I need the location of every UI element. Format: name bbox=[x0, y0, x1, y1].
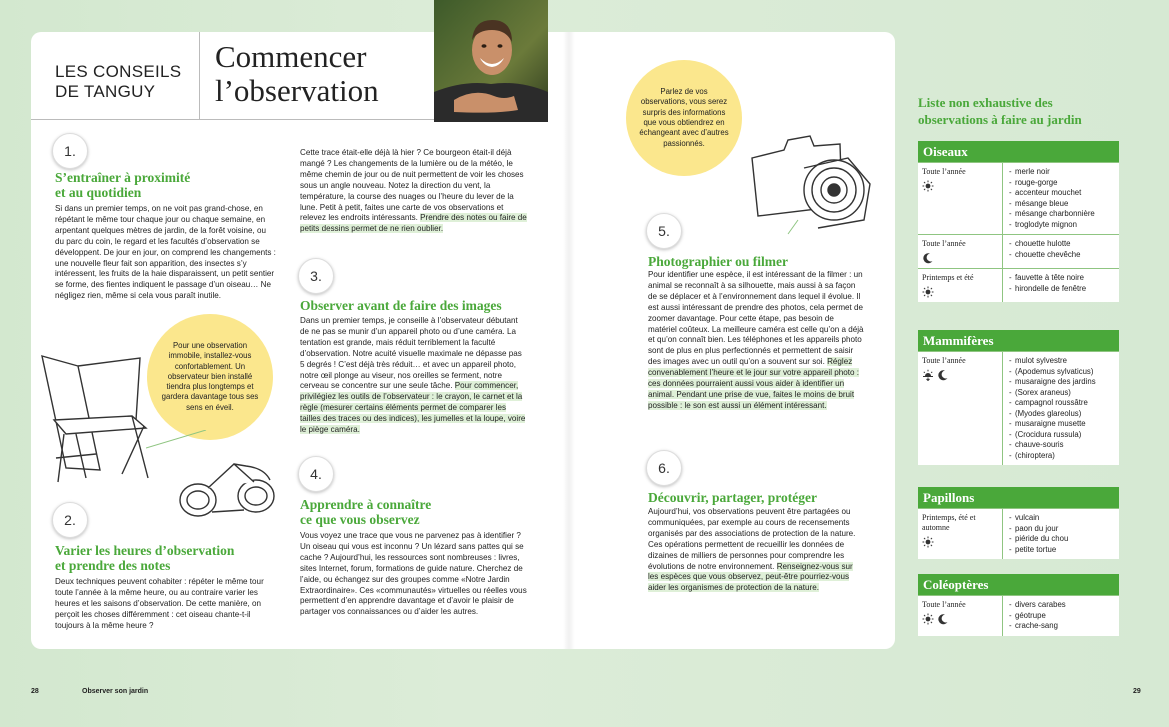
species-item: - rouge-gorge bbox=[1009, 178, 1113, 189]
species-item: - géotrupe bbox=[1009, 611, 1113, 622]
period-label: Toute l’année bbox=[922, 356, 966, 365]
species-item: - (Crocidura russula) bbox=[1009, 430, 1113, 441]
section-3-highlight: Pour commencer, privilégiez les outils de l’observateur : le crayon, le carnet et la règle (mesurer certains éléments permet de comparer les tailles des traces ou des indices), les jumelles et la loupe, voire le piège caméra. bbox=[300, 381, 526, 435]
section-2-title bbox=[55, 543, 234, 573]
section-2-body: Deux techniques peuvent cohabiter : répéter le même tour toute l’année à la même heure, ou au contraire varier les heures et les saisons d’observation. De cette manière, on perçoit les choses différemment : cet oiseau chante-t-il toujours à la même heure ? bbox=[55, 577, 264, 630]
period-cell bbox=[918, 352, 1003, 465]
chair-illustration bbox=[36, 350, 156, 490]
author-portrait bbox=[434, 0, 548, 122]
page-title-line-1: Commencer bbox=[215, 39, 367, 74]
section-number-6: 6. bbox=[646, 450, 682, 486]
section-5-title: Photographier ou filmer bbox=[648, 254, 788, 269]
species-item: - musaraigne musette bbox=[1009, 419, 1113, 430]
species-item: - chouette hulotte bbox=[1009, 239, 1113, 250]
sunset-icon bbox=[922, 369, 934, 381]
section-1-title-line-1: S’entraîner à proximité bbox=[55, 170, 191, 185]
category-row bbox=[918, 351, 1119, 465]
period-cell bbox=[918, 235, 1003, 268]
binoculars-illustration bbox=[174, 450, 286, 532]
section-number-5: 5. bbox=[646, 213, 682, 249]
section-4-title-line-1: Apprendre à connaître bbox=[300, 497, 432, 512]
section-4-title-line-2: ce que vous observez bbox=[300, 512, 420, 527]
period-label: Toute l’année bbox=[922, 167, 966, 176]
section-2-title-line-2: et prendre des notes bbox=[55, 558, 171, 573]
category-header: Coléoptères bbox=[918, 574, 1119, 595]
category-row bbox=[918, 595, 1119, 636]
section-2-continuation bbox=[300, 148, 528, 235]
species-item: - chouette chevêche bbox=[1009, 250, 1113, 261]
section-5-body-text: Pour identifier une espèce, il est intéressant de la filmer : un animal se reconnaît à sa silhouette, mais aussi à sa façon de se déplacer et à l’environnement dans lequel il évolue. Il est aussi intéressant de prendre des photos, cela permet de zoomer davantage. Pour cette étape, pas besoin de matériel coûteux. La meilleure caméra est celle qu’on a déjà et qu’on connaît bien. Les téléphones et les appareils photo sont de plus en plus perfectionnés et permettent de saisir des images avec un outil qu’on a souvent sur soi. bbox=[648, 270, 864, 367]
period-cell bbox=[918, 509, 1003, 559]
category-row bbox=[918, 234, 1119, 268]
bubble-pointer-line bbox=[146, 430, 216, 450]
page-number-left: 28 bbox=[31, 688, 39, 695]
category-row bbox=[918, 268, 1119, 302]
period-cell bbox=[918, 163, 1003, 234]
section-1-title bbox=[55, 170, 190, 200]
section-2-continuation-text: Cette trace était-elle déjà là hier ? Ce bourgeon était-il déjà mangé ? Les changements de la lumière ou de la météo, le même chemin de jour ou de nuit permettent de voir les choses sous un angle nouveau. Notez la direction du vent, la température, la course des nuages ou l’heure du lever de la lune. Petit à petit, faites une carte de vos observations et relevez les endroits intéressants. bbox=[300, 148, 524, 223]
section-3-body-text: Dans un premier temps, je conseille à l’observateur débutant de ne pas se munir d’un appareil photo ou d’une caméra. La tentation est grande, mais réduit terriblement la faculté d’observation. Notre acuité visuelle maximale ne dépasse pas 5 degrés ! C’est déjà très réduit… et avec un appareil photo, notre œil plonge au viseur, nos oreilles se ferment, notre cerveau se concentre sur une seule tâche. bbox=[300, 316, 522, 391]
sun-icon bbox=[922, 613, 934, 625]
species-cell bbox=[1003, 352, 1119, 465]
section-number-2: 2. bbox=[52, 502, 88, 538]
tip-bubble-camera: Parlez de vos observations, vous serez surpris des informations que vous obtiendrez en échangeant avec d’autres passionnés. bbox=[626, 60, 742, 176]
species-item: - (Sorex araneus) bbox=[1009, 388, 1113, 399]
species-item: - vulcain bbox=[1009, 513, 1113, 524]
section-number-3: 3. bbox=[298, 258, 334, 294]
section-number-4: 4. bbox=[298, 456, 334, 492]
species-item: - merle noir bbox=[1009, 167, 1113, 178]
period-cell bbox=[918, 269, 1003, 302]
section-2-highlight: Prendre des notes ou faire de petits dessins permet de ne rien oublier. bbox=[300, 213, 527, 234]
moon-icon bbox=[937, 613, 949, 625]
species-item: - (chiroptera) bbox=[1009, 451, 1113, 462]
species-item: - divers carabes bbox=[1009, 600, 1113, 611]
period-label: Toute l’année bbox=[922, 600, 966, 609]
sun-icon bbox=[922, 180, 934, 192]
sun-icon bbox=[922, 536, 934, 548]
species-cell bbox=[1003, 163, 1119, 234]
header-divider-horizontal bbox=[31, 119, 434, 120]
species-item: - mésange bleue bbox=[1009, 199, 1113, 210]
period-label: Printemps, été et automne bbox=[922, 513, 976, 532]
section-4-title bbox=[300, 497, 431, 527]
period-label: Printemps et été bbox=[922, 273, 974, 282]
species-item: - piéride du chou bbox=[1009, 534, 1113, 545]
species-cell bbox=[1003, 235, 1119, 268]
period-cell bbox=[918, 596, 1003, 636]
section-1-body: Si dans un premier temps, on ne voit pas grand-chose, en répétant le même tour chaque jour ou chaque semaine, en arpentant quelques mètres de jardin, de la forêt voisine, ou du parc du coin, le regard et les facultés d’observation se développent. De jour en jour, on comprend les changements : une nouvelle fleur fait son apparition, des insectes s’y intéressent, les fruits de la haie disparaissent, un petit sentier se forme, des fientes indiquent le passage d’un oiseau… Ne négligez rien, même si cela vous paraît inutile. bbox=[55, 204, 276, 301]
category-row bbox=[918, 162, 1119, 234]
species-item: - chauve-souris bbox=[1009, 440, 1113, 451]
page-number-right: 29 bbox=[1133, 688, 1141, 695]
category-coleopteres bbox=[918, 574, 1119, 636]
conseils-line-1: LES CONSEILS bbox=[55, 62, 182, 81]
species-item: - hirondelle de fenêtre bbox=[1009, 284, 1113, 295]
section-4-body: Vous voyez une trace que vous ne parvenez pas à identifier ? Un oiseau qui vous est inconnu ? Un lézard sans pattes qui se cache ? Aujourd’hui, les ressources sont nombreuses : livres, sites Internet, forum, formations de guide nature. Cherchez de l’aide, ou échangez sur des groupes comme «Notre Jardin Extraordinaire». Ces «communautés» virtuelles ou réelles vous permettent d’en apprendre davantage et d’avoir le plaisir de partager vos connaissances ou d’aider les autres. bbox=[300, 531, 527, 617]
period-label: Toute l’année bbox=[922, 239, 966, 248]
category-header: Oiseaux bbox=[918, 141, 1119, 162]
moon-icon bbox=[922, 252, 934, 264]
species-item: - musaraigne des jardins bbox=[1009, 377, 1113, 388]
page-gutter bbox=[563, 32, 575, 649]
species-item: - crache-sang bbox=[1009, 621, 1113, 632]
section-6-body-text: Aujourd’hui, vos observations peuvent être partagées ou communiquées, par exemple au cours de recensements organisés par des associations de protection de la nature. Ces opérations permettent de recueillir les données de dizaines de milliers de personnes pour comprendre les évolutions de notre environnement. bbox=[648, 507, 856, 571]
species-item: - accenteur mouchet bbox=[1009, 188, 1113, 199]
sun-icon bbox=[922, 286, 934, 298]
page-title-line-2: l’observation bbox=[215, 73, 379, 108]
category-papillons bbox=[918, 487, 1119, 559]
moon-icon bbox=[937, 369, 949, 381]
section-5-body bbox=[648, 270, 864, 412]
species-cell bbox=[1003, 269, 1119, 302]
section-6-highlight: Renseignez-vous sur les espèces que vous observez, peut-être pourriez-vous aider les organismes de protection de la nature. bbox=[648, 561, 853, 593]
species-item: - paon du jour bbox=[1009, 524, 1113, 535]
section-3-body bbox=[300, 316, 528, 436]
category-header: Mammifères bbox=[918, 330, 1119, 351]
conseils-label bbox=[55, 62, 181, 102]
tip-bubble-chair: Pour une observation immobile, installez-vous confortablement. Un observateur bien installé tiendra plus longtemps et gardera davantage tous ses sens en éveil. bbox=[147, 314, 273, 440]
section-3-title: Observer avant de faire des images bbox=[300, 298, 502, 313]
species-item: - (Apodemus sylvaticus) bbox=[1009, 367, 1113, 378]
species-item: - campagnol roussâtre bbox=[1009, 398, 1113, 409]
species-item: - mulot sylvestre bbox=[1009, 356, 1113, 367]
section-number-1: 1. bbox=[52, 133, 88, 169]
category-row bbox=[918, 508, 1119, 559]
section-5-highlight: Réglez convenablement l’heure et le jour sur votre appareil photo : ces données pourraient aussi vous aider à identifier un animal. Pendant une prise de vue, faites le moins de bruit possible : le son est aussi un élément intéressant. bbox=[648, 357, 860, 410]
species-item: - (Myodes glareolus) bbox=[1009, 409, 1113, 420]
sidebar-title: Liste non exhaustive des observations à faire au jardin bbox=[918, 95, 1082, 127]
species-item: - mésange charbonnière bbox=[1009, 209, 1113, 220]
section-6-body bbox=[648, 507, 858, 594]
species-cell bbox=[1003, 596, 1119, 636]
species-item: - fauvette à tête noire bbox=[1009, 273, 1113, 284]
species-item: - petite tortue bbox=[1009, 545, 1113, 556]
page-title bbox=[215, 40, 379, 108]
species-item: - troglodyte mignon bbox=[1009, 220, 1113, 231]
category-header: Papillons bbox=[918, 487, 1119, 508]
section-1-title-line-2: et au quotidien bbox=[55, 185, 142, 200]
camera-illustration bbox=[748, 128, 876, 236]
section-6-title: Découvrir, partager, protéger bbox=[648, 490, 817, 505]
category-mammiferes bbox=[918, 330, 1119, 465]
footer-section-title: Observer son jardin bbox=[82, 688, 149, 695]
conseils-line-2: DE TANGUY bbox=[55, 82, 156, 101]
category-oiseaux bbox=[918, 141, 1119, 302]
species-cell bbox=[1003, 509, 1119, 559]
header-divider-vertical bbox=[199, 32, 200, 120]
section-2-title-line-1: Varier les heures d’observation bbox=[55, 543, 235, 558]
